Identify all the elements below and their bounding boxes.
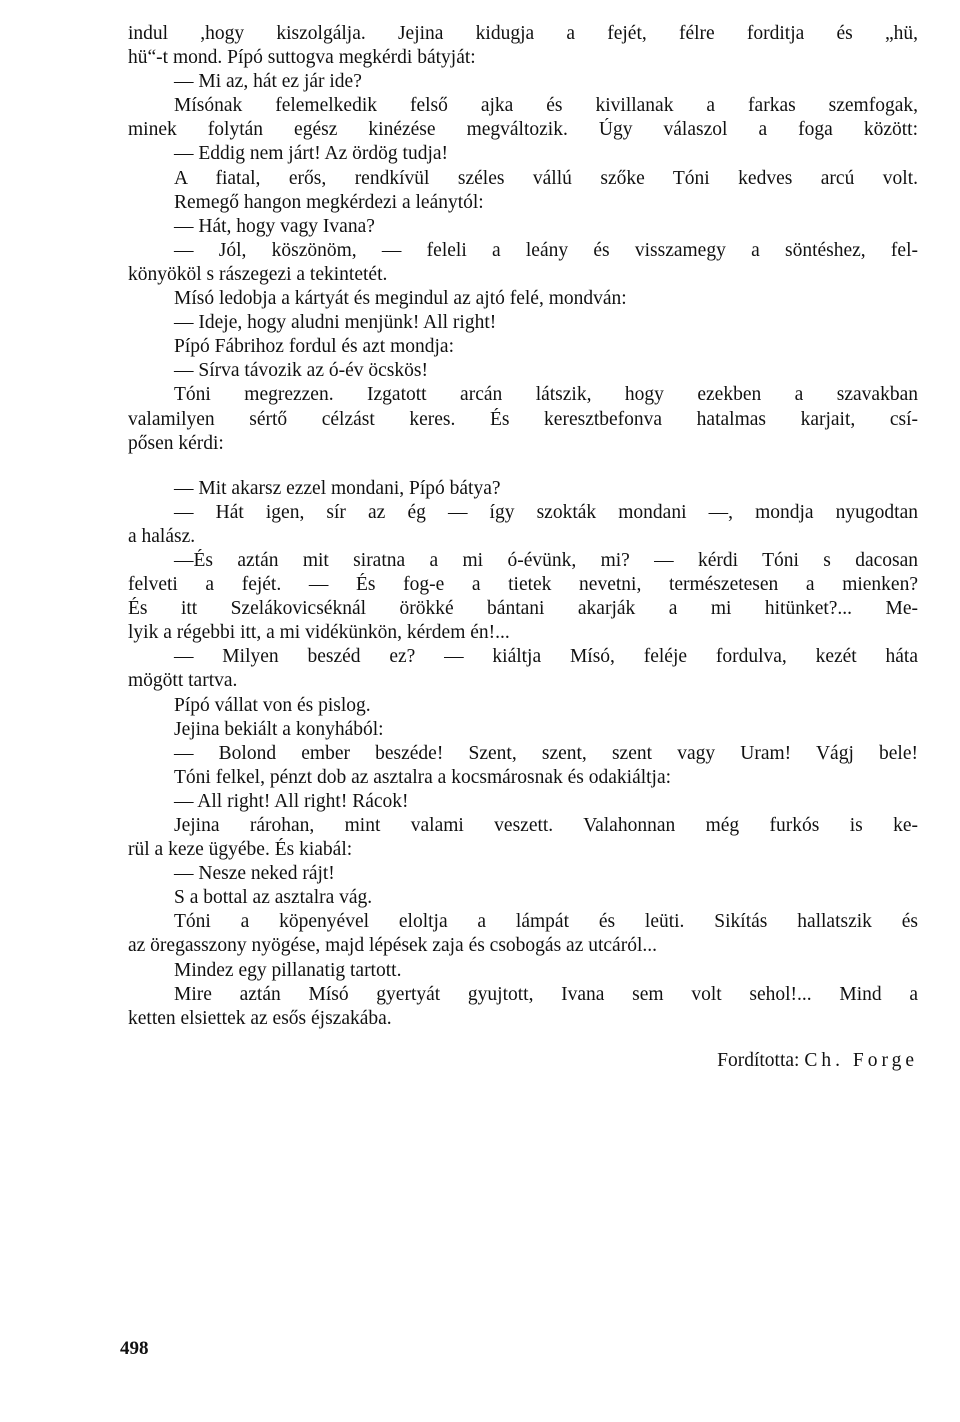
text-line: Jejina bekiált a konyhából: [174,718,384,740]
text-line: lyik a régebbi itt, a mi vidékünkön, kérdem én!... [128,622,510,644]
text-line: mögött tartva. [128,670,238,692]
text-line: — Ideje, hogy aludni menjünk! All right! [174,312,497,334]
text-line: — Bolond ember beszéde! Szent, szent, szent vagy Uram! Vágj bele! [174,742,918,764]
text-line: rül a keze ügyébe. És kiabál: [128,839,353,861]
text-line: Jejina rárohan, mint valami veszett. Valahonnan még furkós is ke- [174,815,918,836]
text-line: Tóni megrezzen. Izgatott arcán látszik, hogy ezekben a szavakban [174,384,918,406]
text-line: indul ,hogy kiszolgálja. Jejina kidugja a fejét, félre forditja és „hü, [128,23,918,44]
text-line: Pípó Fábrihoz fordul és azt mondja: [174,336,454,358]
page-number: 498 [120,1338,149,1359]
text-line: ketten elsiettek az esős éjszakába. [128,1007,392,1029]
text-line: — Hát, hogy vagy Ivana? [174,215,375,237]
text-line: — Nesze neked rájt! [174,863,335,885]
text-line: valamilyen sértő célzást keres. És keresztbefonva hatalmas karjait, csí- [128,408,918,430]
text-line: — Mit akarsz ezzel mondani, Pípó bátya? [174,477,501,499]
text-line: — Milyen beszéd ez? — kiáltja Mísó, feléje fordulva, kezét háta [174,646,918,668]
body-text [128,22,918,1073]
text-line: S a bottal az asztalra vág. [174,887,373,909]
text-line: hü“-t mond. Pípó suttogva megkérdi bátyját: [128,47,476,69]
text-line: — Eddig nem járt! Az ördög tudja! [174,143,449,165]
text-line: könyököl s rászegezi a tekintetét. [128,263,388,285]
text-line: — Jól, köszönöm, — feleli a leány és visszamegy a söntéshez, fel- [174,239,918,261]
translator-credit [128,1049,918,1073]
text-line: felveti a fejét. — És fog-e a tietek nevetni, természetesen a mienken? [128,574,918,596]
text-line: Mire aztán Mísó gyertyát gyujtott, Ivana sem volt sehol!... Mind a [174,983,918,1005]
text-line: Mísónak felemelkedik felső ajka és kivillanak a farkas szemfogak, [174,95,918,117]
text-line: A fiatal, erős, rendkívül széles vállú szőke Tóni kedves arcú volt. [174,167,918,189]
text-line: — Sírva távozik az ó-év öcskös! [174,360,428,382]
text-line: — All right! All right! Rácok! [174,790,409,812]
text-line: Pípó vállat von és pislog. [174,694,371,716]
translator-credit-prefix: Fordította: [717,1049,800,1071]
text-line: minek folytán egész kinézése megváltozik. Úgy válaszol a foga között: [128,119,918,141]
text-line: Mindez egy pillanatig tartott. [174,959,402,981]
text-line: Tóni a köpenyével eloltja a lámpát és leüti. Sikítás hallatszik és [174,911,918,933]
text-line: az öregasszony nyögése, majd lépések zaja és csobogás az utcáról... [128,935,657,957]
text-line: Mísó ledobja a kártyát és megindul az ajtó felé, mondván: [174,288,627,310]
text-line: Tóni felkel, pénzt dob az asztalra a kocsmárosnak és odakiáltja: [174,766,672,788]
text-line: És itt Szelákovicséknál örökké bántani akarják a mi hitünket?... Me- [128,598,918,620]
text-line: pősen kérdi: [128,432,224,454]
text-line: a halász. [128,525,196,547]
text-line: Remegő hangon megkérdezi a leánytól: [174,191,484,213]
translator-name: Ch. Forge [804,1049,918,1071]
text-line: —És aztán mit siratna a mi ó-évünk, mi? — kérdi Tóni s dacosan [174,549,918,571]
text-line: — Mi az, hát ez jár ide? [174,71,362,93]
text-line: — Hát igen, sír az ég — így szokták mondani —, mondja nyugodtan [174,501,918,523]
